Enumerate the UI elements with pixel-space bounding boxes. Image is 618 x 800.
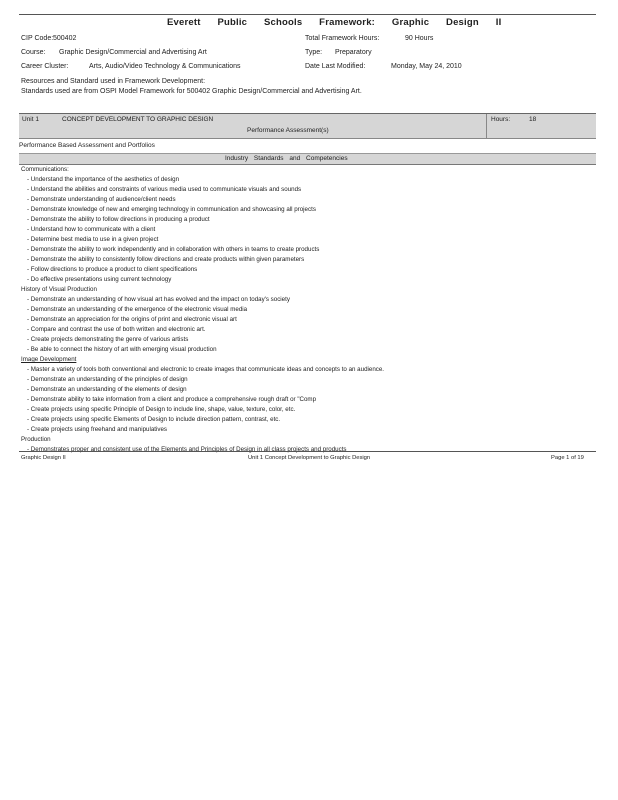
date-modified-label: Date Last Modified: <box>305 63 366 70</box>
type-value: Preparatory <box>335 49 372 56</box>
career-cluster-label: Career Cluster: <box>21 63 69 70</box>
column-divider <box>486 114 487 138</box>
course-label: Course: <box>21 49 46 56</box>
standards-label: Industry Standards and Competencies <box>225 155 348 162</box>
competency-item: - Demonstrates proper and consistent use of the Elements and Principles of Design in all class projects and products <box>27 446 347 453</box>
competency-item: - Demonstrate an understanding of how visual art has evolved and the impact on today's society <box>27 296 290 303</box>
framework-page <box>19 14 596 455</box>
competency-item: - Determine best media to use in a given project <box>27 236 159 243</box>
unit-header-bar <box>19 114 596 139</box>
competency-item: - Understand the abilities and constraints of various media used to communicate visuals and sounds <box>27 186 302 193</box>
competency-item: - Demonstrate ability to take information from a client and produce a comprehensive rough draft or "Comp <box>27 396 317 403</box>
course-value: Graphic Design/Commercial and Advertising Art <box>59 49 207 56</box>
unit-hours-label: Hours: <box>491 116 511 123</box>
footer-page-number: Page 1 of 19 <box>551 455 584 461</box>
performance-assessment-text: Performance Based Assessment and Portfolios <box>19 142 155 149</box>
type-label: Type: <box>305 49 323 56</box>
cip-code-label: CIP Code: <box>21 35 54 42</box>
page-title: Everett Public Schools Framework: Graphic Design II <box>167 17 502 28</box>
section-heading: Production <box>21 436 51 443</box>
section-heading: History of Visual Production <box>21 286 97 293</box>
competency-item: - Demonstrate an understanding of the principles of design <box>27 376 188 383</box>
career-cluster-value: Arts, Audio/Video Technology & Communications <box>89 63 241 70</box>
footer-course: Graphic Design II <box>21 455 66 461</box>
page-footer <box>19 451 596 464</box>
competencies-list <box>19 165 596 455</box>
competency-item: - Do effective presentations using current technology <box>27 276 172 283</box>
section-heading: Communications: <box>21 166 69 173</box>
total-hours-label: Total Framework Hours: <box>305 35 380 42</box>
competency-item: - Create projects using freehand and manipulatives <box>27 426 167 433</box>
competency-item: - Demonstrate an understanding of the emergence of the electronic visual media <box>27 306 248 313</box>
competency-item: - Understand the importance of the aesthetics of design <box>27 176 180 183</box>
performance-assessment-label: Performance Assessment(s) <box>247 127 329 134</box>
competency-item: - Demonstrate an appreciation for the origins of print and electronic visual art <box>27 316 237 323</box>
competency-item: - Understand how to communicate with a client <box>27 226 156 233</box>
competency-item: - Demonstrate the ability to work independently and in collaboration with others in teams to create products <box>27 246 320 253</box>
total-hours-value: 90 Hours <box>405 35 434 42</box>
unit-label: Unit 1 <box>22 116 39 123</box>
competency-item: - Be able to connect the history of art with emerging visual production <box>27 346 217 353</box>
competency-item: - Demonstrate the ability to follow directions in producing a product <box>27 216 210 223</box>
competency-item: - Compare and contrast the use of both written and electronic art. <box>27 326 206 333</box>
course-header <box>19 31 596 113</box>
competency-item: - Create projects demonstrating the genre of various artists <box>27 336 189 343</box>
title-row <box>19 14 596 31</box>
resources-value: Standards used are from OSPI Model Framework for 500402 Graphic Design/Commercial and Advertising Art. <box>21 88 362 95</box>
resources-label: Resources and Standard used in Framework Development: <box>21 78 206 85</box>
competency-item: - Demonstrate an understanding of the elements of design <box>27 386 187 393</box>
cip-code-value: 500402 <box>53 35 77 42</box>
footer-unit: Unit 1 Concept Development to Graphic Design <box>248 455 371 461</box>
competency-item: - Follow directions to produce a product to client specifications <box>27 266 198 273</box>
section-heading: Image Development <box>21 356 77 363</box>
standards-header-bar <box>19 153 596 165</box>
competency-item: - Demonstrate understanding of audience/client needs <box>27 196 176 203</box>
competency-item: - Create projects using specific Elements of Design to include direction pattern, contrast, etc. <box>27 416 281 423</box>
date-modified-value: Monday, May 24, 2010 <box>391 63 462 70</box>
competency-item: - Demonstrate knowledge of new and emerging technology in communication and showcasing all projects <box>27 206 316 213</box>
competency-item: - Create projects using specific Principle of Design to include line, shape, value, texture, color, etc. <box>27 406 296 413</box>
competency-item: - Demonstrate the ability to consistently follow directions and create products within given parameters <box>27 256 305 263</box>
unit-title: CONCEPT DEVELOPMENT TO GRAPHIC DESIGN <box>62 116 214 123</box>
competency-item: - Master a variety of tools both conventional and electronic to create images that communicate ideas and concepts to an audience. <box>27 366 385 373</box>
unit-hours-value: 18 <box>529 116 537 123</box>
